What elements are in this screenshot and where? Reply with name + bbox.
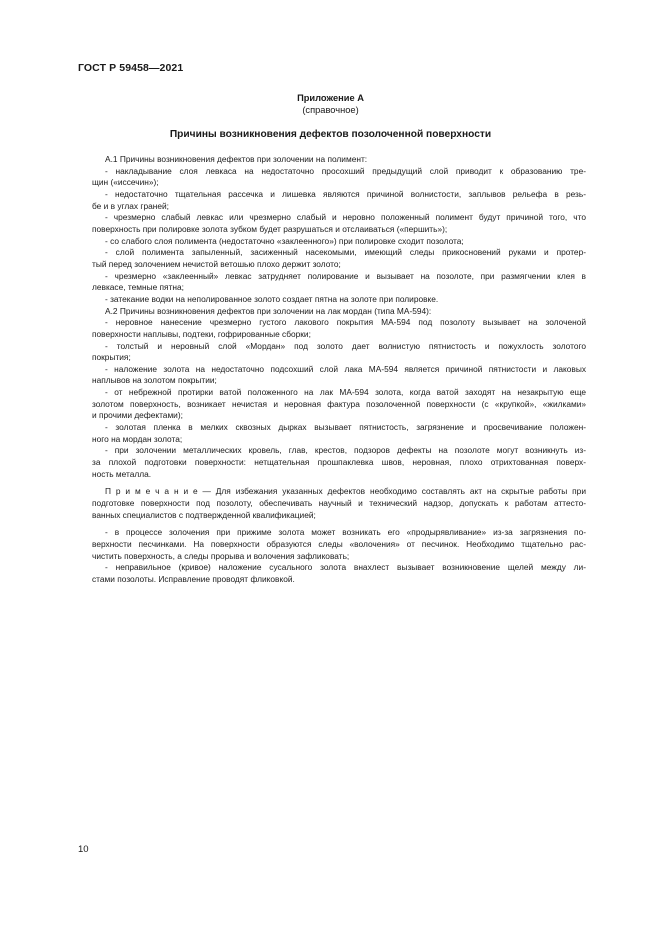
text-line: поверхность при полировке золота зубком будет разрушаться и отслаиваться («першить»);: [92, 223, 448, 234]
text-line: поверхности наплывы, подтеки, гофрированные сборки;: [92, 328, 311, 339]
text-line: - при золочении металлических кровель, глав, крестов, подзоров дефекты на позолоте могут возникнуть из-: [105, 445, 586, 456]
text-line: - чрезмерно «заклеенный» левкас затрудняет полирование и вызывает на позолоте, при размягчении клея в: [105, 270, 586, 281]
text-line: - толстый и неровный слой «Мордан» под золото дает волнистую пятнистость и пожухлость золотого: [105, 340, 586, 351]
text-line: - от небрежной протирки ватой положенного на лак МА-594 золота, когда ватой заходят на незакрытую еще: [105, 387, 586, 398]
text-line: стами позолоты. Исправление проводят фликовкой.: [92, 573, 295, 584]
text-line: щин («иссечин»);: [92, 177, 159, 188]
text-line: левкасе, темные пятна;: [92, 282, 184, 293]
text-line: - золотая пленка в мелких сквозных дырках вызывает пятнистость, загрязнение и просвечивание положен-: [105, 422, 586, 433]
note-line: ванных специалистов с подтвержденной квалификацией;: [92, 509, 316, 520]
text-line: верхности песчинками. На поверхности образуются следы «волочения» от песчинок. Необходимо тщательно рас-: [92, 539, 586, 549]
page-number: 10: [78, 844, 89, 855]
section-title: Причины возникновения дефектов позолоченной поверхности: [169, 129, 492, 140]
text-line: бе и в углах граней;: [92, 200, 169, 211]
text-line: ность металла.: [92, 468, 152, 479]
text-line: золотом поверхность, возникает нечистая и неровная фактура позолоченной поверхности (с «крупкой», «жилками»: [92, 398, 586, 409]
appendix-heading: [0, 92, 661, 116]
text-line: - чрезмерно слабый левкас или чрезмерно слабый и неровно положенный полимент будут причиной того, что: [105, 212, 586, 223]
text-line: за плохой подготовки поверхности: нетщательная прошпаклевка швов, неровная, плохо отрихтованная поверх-: [92, 457, 586, 468]
appendix-title: Приложение А: [297, 93, 364, 103]
body-text: [92, 154, 586, 586]
doc-code: ГОСТ Р 59458—2021: [78, 62, 184, 74]
text-line: - со слабого слоя полимента (недостаточно «заклеенного») при полировке сходит позолота;: [105, 235, 464, 246]
text-line: А.2 Причины возникновения дефектов при золочении на лак мордан (типа МА-594):: [105, 305, 432, 316]
note-line: подготовке поверхности под позолоту, обеспечивать научный и технический надзор, допускать к работам аттесто-: [92, 498, 586, 509]
text-line: покрытия;: [92, 352, 131, 363]
text-line: - наложение золота на недостаточно подсохший слой лака МА-594 является причиной пятнистости и лаковых: [105, 363, 586, 374]
text-line: - недостаточно тщательная рассечка и лишевка являются причиной волнистости, заплывов рельефа в резь-: [105, 188, 586, 199]
text-line: наплывов на золотом покрытии;: [92, 375, 217, 386]
text-line: и прочими дефектами);: [92, 410, 183, 421]
text-line: - неровное нанесение чрезмерно густого лакового покрытия МА-594 под позолоту вызывает на золоченой: [105, 317, 586, 328]
note-line: П р и м е ч а н и е — Для избежания указанных дефектов необходимо составлять акт на скрытые работы при: [105, 486, 586, 497]
text-line: - в процессе золочения при прижиме золота может возникать его «продырявливание» из-за загрязнения по-: [105, 527, 586, 538]
text-line: А.1 Причины возникновения дефектов при золочении на полимент:: [105, 154, 368, 164]
text-line: - затекание водки на неполированное золото создает пятна на золоте при полировке.: [105, 293, 439, 304]
text-line: - накладывание слоя левкаса на недостаточно просохший предыдущий слой приводит к образованию тре-: [105, 165, 586, 176]
text-line: чистить поверхность, а следы прорыва и волочения зафликовать;: [92, 550, 350, 561]
text-line: тый перед золочением нечистой ветошью плохо держит золото;: [92, 258, 341, 269]
text-line: - слой полимента запыленный, засиженный насекомыми, имеющий следы прикосновений руками и протер-: [105, 247, 586, 258]
appendix-subtitle: (справочное): [302, 105, 359, 115]
text-line: ного на мордан золота;: [92, 433, 183, 444]
text-line: - неправильное (кривое) наложение сусального золота внахлест вызывает возникновение щелей между ли-: [105, 562, 586, 573]
